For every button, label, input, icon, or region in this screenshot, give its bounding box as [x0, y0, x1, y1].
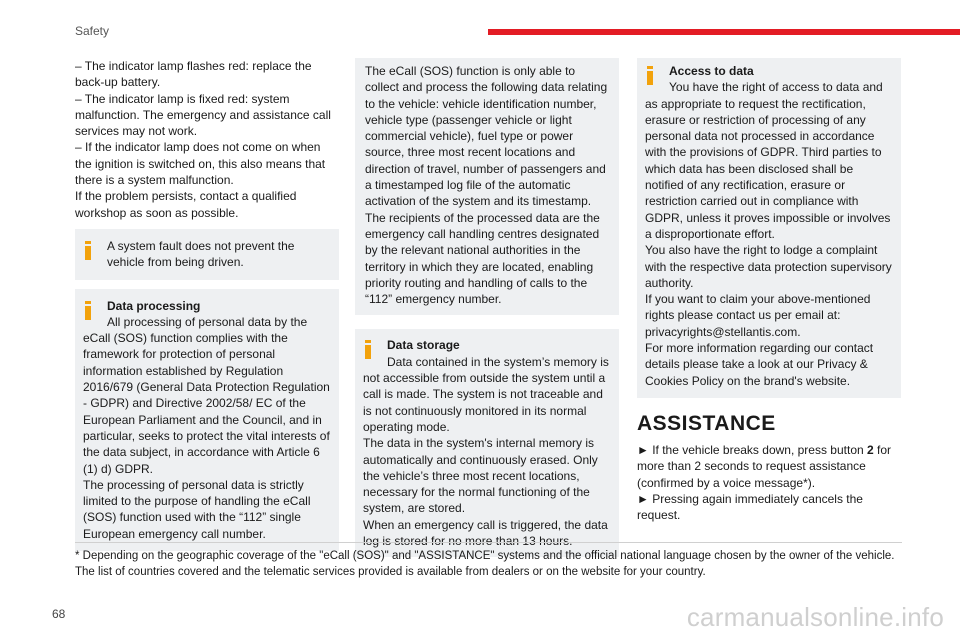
- column-1: [75, 58, 339, 560]
- box-body: The eCall (SOS) function is only able to collect and process the following data relating to the vehicle: vehicle identification number, vehicle type (passenger vehicle or light commercial vehicle), fuel type or power source, three most recent locations and direction of travel, number of passengers and a timestamped log file of the automatic activation of the system and its timestamp.: [365, 64, 608, 209]
- box-body: Data contained in the system’s memory is not accessible from outside the system until a call is made. The system is not traceable and is not continuously monitored in its normal operating mode.: [363, 354, 609, 434]
- box-body-2: The recipients of the processed data are the emergency call handling centres designated by the relevant national authorities in the territory in which they are located, enabling priority routing and handling of calls to the “112” emergency number.: [365, 210, 600, 307]
- info-box-ecall-data: [355, 58, 619, 315]
- info-icon: [365, 340, 372, 359]
- text-line: If the problem persists, contact a qualified workshop as soon as possible.: [75, 189, 297, 220]
- box-body-2: The data in the system's internal memory is automatically and continuously erased. Only the vehicle’s three most recent locations, necessary for the normal functioning of the system, are stored.: [363, 436, 598, 516]
- box-heading: Data processing: [107, 298, 201, 313]
- info-box-data-storage: [355, 329, 619, 557]
- assistance-step: ► If the vehicle breaks down, press button 2 for more than 2 seconds to request assistance (confirmed by a voice message*).: [637, 442, 892, 490]
- indicator-lamp-text: [75, 58, 339, 221]
- column-2: [355, 58, 619, 566]
- assistance-step: ► Pressing again immediately cancels the request.: [637, 491, 863, 523]
- text-line: – The indicator lamp is fixed red: system malfunction. The emergency and assistance call services may not work.: [75, 91, 331, 139]
- info-icon: [85, 301, 92, 320]
- box-body: All processing of personal data by the eCall (SOS) function complies with the framework for protection of personal information established by Regulation 2016/679 (General Data Protection Regulation - GDPR) and Directive 2002/58/ EC of the European Parliament and the Council, and in particular, seeks to protect the vital interests of the data subject, in accordance with Article 6 (1) d) GDPR.: [83, 314, 330, 476]
- section-title: Safety: [75, 24, 110, 38]
- assistance-text: [637, 442, 901, 523]
- column-3: [637, 58, 901, 523]
- footnote-divider: [75, 542, 902, 543]
- text-line: – The indicator lamp flashes red: replace the back-up battery.: [75, 59, 312, 90]
- info-box-data-processing: [75, 289, 339, 551]
- info-icon: [85, 241, 92, 260]
- header-accent-bar: [488, 29, 960, 35]
- box-heading: Data storage: [387, 338, 460, 353]
- footnote-line: The list of countries covered and the telematic services provided is available from dealers or on the website for your country.: [75, 566, 706, 578]
- watermark: carmanualsonline.info: [686, 602, 944, 632]
- box-body-4: For more information regarding our contact details please take a look at our Privacy & Cookies Policy on the brand's website.: [645, 341, 874, 388]
- footnote-line: * Depending on the geographic coverage of the "eCall (SOS)" and "ASSISTANCE" systems and the official national language chosen by the owner of the vehicle.: [75, 550, 895, 562]
- note-text: A system fault does not prevent the vehicle from being driven.: [107, 238, 295, 270]
- box-body-2: You also have the right to lodge a complaint with the respective data protection supervisory authority.: [645, 243, 892, 290]
- page-number: 68: [52, 607, 66, 621]
- info-box-access-to-data: [637, 58, 901, 398]
- box-body-2: The processing of personal data is strictly limited to the purpose of handling the eCall (SOS) function used with the “112” single European emergency call number.: [83, 477, 311, 541]
- box-body-3: When an emergency call is triggered, the data: [363, 517, 608, 532]
- box-body-3: If you want to claim your above-mentioned rights please contact us per email at: privacyrights@stellantis.com.: [645, 292, 871, 339]
- assistance-heading: ASSISTANCE: [637, 411, 776, 435]
- info-icon: [647, 66, 654, 85]
- info-box-system-fault: [75, 229, 339, 280]
- footnote: [75, 548, 905, 580]
- button-number: 2: [867, 442, 874, 457]
- text-line: – If the indicator lamp does not come on when the ignition is switched on, this also means that there is a system malfunction.: [75, 140, 326, 188]
- box-body: You have the right of access to data and as appropriate to request the rectification, erasure or restriction of processing of any personal data not processed in accordance with the provisions of GDPR. Third parties to which data has been disclosed shall be notified of any rectification, erasure or restriction carried out in compliance with GDPR, unless it proves impossible or involves a disproportionate effort.: [645, 80, 891, 241]
- box-heading: Access to data: [669, 64, 754, 78]
